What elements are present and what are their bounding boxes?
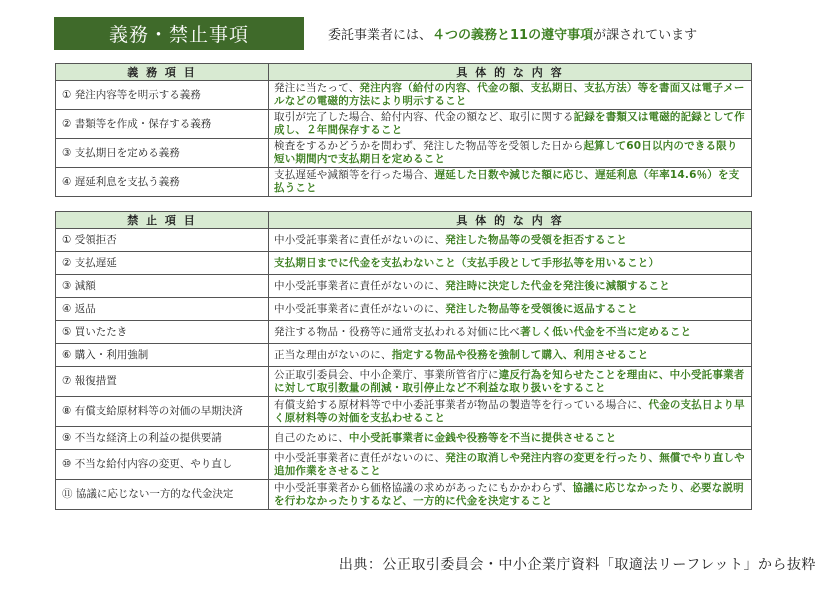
prohibition-row-item: ⑥ 購入・利用強制 xyxy=(56,344,269,367)
prohibition-row xyxy=(56,427,752,450)
duties-header-row xyxy=(56,64,752,81)
duty-row-description xyxy=(269,81,752,110)
highlighted-text: 代金の支払日より早く原材料等の対価を支払わせること xyxy=(274,398,745,424)
highlighted-text: 発注した物品等の受領を拒否すること xyxy=(445,233,628,246)
plain-text: 発注する物品・役務等に通常支払われる対価に比べ xyxy=(274,325,521,338)
prohibition-row-item: ③ 減額 xyxy=(56,275,269,298)
highlighted-text: 著しく低い代金を不当に定めること xyxy=(520,325,692,338)
prohibition-row xyxy=(56,229,752,252)
duty-row-item: ② 書類等を作成・保存する義務 xyxy=(56,110,269,139)
plain-text: 検査をするかどうかを問わず、発注した物品等を受領した日から xyxy=(274,140,584,152)
prohibition-row-description xyxy=(269,344,752,367)
highlighted-text: 発注内容（給付の内容、代金の額、支払期日、支払方法）等を書面又は電子メールなどの電磁的方法により明示すること xyxy=(274,82,745,107)
duties-desc-header: 具 体 的 な 内 容 xyxy=(269,64,752,81)
duties-body xyxy=(56,81,752,197)
duty-row-item: ③ 支払期日を定める義務 xyxy=(56,139,269,168)
prohibition-row xyxy=(56,252,752,275)
plain-text: 自己のために、 xyxy=(274,431,349,444)
duty-row xyxy=(56,110,752,139)
highlighted-text: 起算して60日以内のできる限り短い期間内で支払期日を定めること xyxy=(274,140,738,165)
duty-row xyxy=(56,81,752,110)
prohibition-row xyxy=(56,298,752,321)
intro-prefix: 委託事業者には、 xyxy=(328,28,433,43)
highlighted-text: 協議に応じなかったり、必要な説明を行わなかったりするなど、一方的に代金を決定すること xyxy=(274,481,744,507)
highlighted-text: 発注の取消しや発注内容の変更を行ったり、無償でやり直しや追加作業をさせること xyxy=(274,451,745,477)
highlighted-text: 遅延した日数や減じた額に応じ、遅延利息（年率14.6％）を支払うこと xyxy=(274,169,740,194)
prohibition-row xyxy=(56,397,752,427)
prohibition-row xyxy=(56,344,752,367)
prohibition-row-description xyxy=(269,367,752,397)
duty-row xyxy=(56,168,752,197)
prohibition-row-description xyxy=(269,427,752,450)
duty-row-description xyxy=(269,110,752,139)
duty-row-description xyxy=(269,139,752,168)
duty-row-description xyxy=(269,168,752,197)
plain-text: 発注に当たって、 xyxy=(274,82,360,94)
highlighted-text: 記録を書類又は電磁的記録として作成し、２年間保存すること xyxy=(274,111,745,136)
prohibition-row-item: ⑧ 有償支給原材料等の対価の早期決済 xyxy=(56,397,269,427)
prohibition-row xyxy=(56,321,752,344)
prohibition-row-item: ② 支払遅延 xyxy=(56,252,269,275)
prohibition-row xyxy=(56,275,752,298)
prohibition-row-item: ④ 返品 xyxy=(56,298,269,321)
prohibitions-table xyxy=(55,211,752,510)
plain-text: 中小受託事業者に責任がないのに、 xyxy=(274,233,446,246)
prohibition-row xyxy=(56,480,752,510)
intro-highlight: ４つの義務と11の遵守事項 xyxy=(432,28,594,43)
duties-table xyxy=(55,63,752,197)
highlighted-text: 支払期日までに代金を支払わないこと（支払手段として手形払等を用いること） xyxy=(274,256,660,269)
prohibition-row-item: ⑤ 買いたたき xyxy=(56,321,269,344)
prohibition-row xyxy=(56,367,752,397)
plain-text: 有償支給する原材料等で中小委託事業者が物品の製造等を行っている場合に、 xyxy=(274,398,649,411)
prohibition-row-description xyxy=(269,397,752,427)
prohibition-row-description xyxy=(269,450,752,480)
duties-item-header: 義 務 項 目 xyxy=(56,64,269,81)
duty-row-item: ④ 遅延利息を支払う義務 xyxy=(56,168,269,197)
highlighted-text: 発注した物品等を受領後に返品すること xyxy=(445,302,638,315)
plain-text: 公正取引委員会、中小企業庁、事業所管省庁に xyxy=(274,368,499,381)
highlighted-text: 違反行為を知らせたことを理由に、中小受託事業者に対して取引数量の削減・取引停止など不利益な取り扱いをすること xyxy=(274,368,745,394)
prohibition-row-description xyxy=(269,229,752,252)
prohibition-row-description xyxy=(269,480,752,510)
plain-text: 中小受託事業者に責任がないのに、 xyxy=(274,279,446,292)
plain-text: 取引が完了した場合、給付内容、代金の額など、取引に関する xyxy=(274,111,574,123)
intro-text xyxy=(328,24,697,43)
duty-row-item: ① 発注内容等を明示する義務 xyxy=(56,81,269,110)
prohibitions-header-row xyxy=(56,212,752,229)
prohibition-row-description xyxy=(269,252,752,275)
prohibition-row-description xyxy=(269,275,752,298)
source-note: 出典：公正取引委員会・中小企業庁資料「取適法リーフレット」から抜粋 xyxy=(338,557,816,573)
plain-text: 中小受託事業者に責任がないのに、 xyxy=(274,451,446,464)
prohibition-row-item: ⑪ 協議に応じない一方的な代金決定 xyxy=(56,480,269,510)
prohibition-row xyxy=(56,450,752,480)
plain-text: 正当な理由がないのに、 xyxy=(274,348,392,361)
prohibitions-item-header: 禁 止 項 目 xyxy=(56,212,269,229)
plain-text: 中小受託事業者から価格協議の求めがあったにもかかわらず、 xyxy=(274,481,573,494)
highlighted-text: 発注時に決定した代金を発注後に減額すること xyxy=(445,279,670,292)
highlighted-text: 中小受託事業者に金銭や役務等を不当に提供させること xyxy=(348,431,617,444)
highlighted-text: 指定する物品や役務を強制して購入、利用させること xyxy=(391,348,649,361)
plain-text: 中小受託事業者に責任がないのに、 xyxy=(274,302,446,315)
prohibition-row-description xyxy=(269,321,752,344)
intro-suffix: が課されています xyxy=(593,28,698,43)
prohibition-row-description xyxy=(269,298,752,321)
section-title: 義務・禁止事項 xyxy=(54,17,304,50)
prohibitions-desc-header: 具 体 的 な 内 容 xyxy=(269,212,752,229)
duty-row xyxy=(56,139,752,168)
prohibition-row-item: ① 受領拒否 xyxy=(56,229,269,252)
prohibition-row-item: ⑦ 報復措置 xyxy=(56,367,269,397)
plain-text: 支払遅延や減額等を行った場合、 xyxy=(274,169,435,181)
prohibition-row-item: ⑨ 不当な経済上の利益の提供要請 xyxy=(56,427,269,450)
prohibitions-body xyxy=(56,229,752,510)
prohibition-row-item: ⑩ 不当な給付内容の変更、やり直し xyxy=(56,450,269,480)
